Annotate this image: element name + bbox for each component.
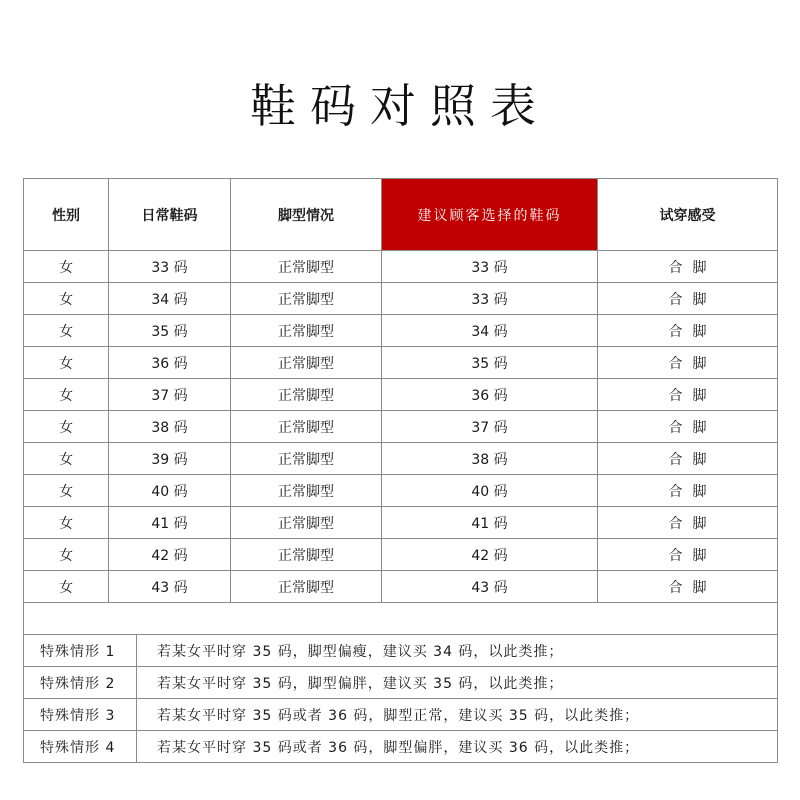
gender-cell: 女 [24,379,109,411]
foot-type-cell: 正常脚型 [231,283,382,315]
special-case-row [24,731,778,763]
fit-cell: 合脚 [598,571,778,603]
table-row [24,539,778,571]
recommended-size-cell: 37 码 [382,411,598,443]
special-case-text: 若某女平时穿 35 码或者 36 码，脚型偏胖，建议买 36 码，以此类推； [137,731,778,763]
gender-cell: 女 [24,571,109,603]
gender-cell: 女 [24,507,109,539]
fit-cell: 合脚 [598,539,778,571]
table-row [24,507,778,539]
special-case-label: 特殊情形 4 [24,731,137,763]
gender-cell: 女 [24,251,109,283]
foot-type-cell: 正常脚型 [231,539,382,571]
recommended-size-cell: 43 码 [382,571,598,603]
gender-cell: 女 [24,315,109,347]
header-recommended-size: 建议顾客选择的鞋码 [382,179,598,251]
special-case-text: 若某女平时穿 35 码，脚型偏胖，建议买 35 码，以此类推； [137,667,778,699]
recommended-size-cell: 42 码 [382,539,598,571]
foot-type-cell: 正常脚型 [231,315,382,347]
recommended-size-cell: 38 码 [382,443,598,475]
blank-cell [24,603,778,635]
foot-type-cell: 正常脚型 [231,443,382,475]
special-case-row [24,635,778,667]
foot-type-cell: 正常脚型 [231,379,382,411]
size-chart [23,178,777,763]
fit-cell: 合脚 [598,251,778,283]
foot-type-cell: 正常脚型 [231,347,382,379]
daily-size-cell: 35 码 [109,315,231,347]
special-case-label: 特殊情形 2 [24,667,137,699]
table-row [24,571,778,603]
table-row [24,315,778,347]
foot-type-cell: 正常脚型 [231,507,382,539]
fit-cell: 合脚 [598,347,778,379]
fit-cell: 合脚 [598,283,778,315]
recommended-size-cell: 34 码 [382,315,598,347]
special-case-row [24,667,778,699]
special-case-label: 特殊情形 3 [24,699,137,731]
gender-cell: 女 [24,443,109,475]
table-row [24,283,778,315]
fit-cell: 合脚 [598,507,778,539]
table-row [24,475,778,507]
daily-size-cell: 33 码 [109,251,231,283]
recommended-size-cell: 33 码 [382,283,598,315]
table-header-row [24,179,778,251]
gender-cell: 女 [24,283,109,315]
recommended-size-cell: 41 码 [382,507,598,539]
recommended-size-cell: 36 码 [382,379,598,411]
table-row [24,251,778,283]
gender-cell: 女 [24,475,109,507]
recommended-size-cell: 35 码 [382,347,598,379]
foot-type-cell: 正常脚型 [231,411,382,443]
special-case-text: 若某女平时穿 35 码，脚型偏瘦，建议买 34 码，以此类推； [137,635,778,667]
fit-cell: 合脚 [598,411,778,443]
daily-size-cell: 43 码 [109,571,231,603]
blank-row [24,603,778,635]
header-foot-type: 脚型情况 [231,179,382,251]
table-row [24,443,778,475]
daily-size-cell: 41 码 [109,507,231,539]
header-fit-feeling: 试穿感受 [598,179,778,251]
fit-cell: 合脚 [598,315,778,347]
gender-cell: 女 [24,347,109,379]
daily-size-cell: 40 码 [109,475,231,507]
table-row [24,411,778,443]
daily-size-cell: 39 码 [109,443,231,475]
size-table [23,178,778,635]
special-case-row [24,699,778,731]
special-case-text: 若某女平时穿 35 码或者 36 码，脚型正常，建议买 35 码，以此类推； [137,699,778,731]
foot-type-cell: 正常脚型 [231,251,382,283]
special-cases-table [23,634,778,763]
fit-cell: 合脚 [598,475,778,507]
special-case-label: 特殊情形 1 [24,635,137,667]
foot-type-cell: 正常脚型 [231,475,382,507]
daily-size-cell: 37 码 [109,379,231,411]
table-row [24,347,778,379]
fit-cell: 合脚 [598,443,778,475]
gender-cell: 女 [24,411,109,443]
recommended-size-cell: 40 码 [382,475,598,507]
gender-cell: 女 [24,539,109,571]
table-row [24,379,778,411]
daily-size-cell: 34 码 [109,283,231,315]
daily-size-cell: 42 码 [109,539,231,571]
fit-cell: 合脚 [598,379,778,411]
header-daily-size: 日常鞋码 [109,179,231,251]
page-title: 鞋码对照表 [250,79,550,133]
recommended-size-cell: 33 码 [382,251,598,283]
daily-size-cell: 38 码 [109,411,231,443]
header-gender: 性别 [24,179,109,251]
daily-size-cell: 36 码 [109,347,231,379]
foot-type-cell: 正常脚型 [231,571,382,603]
